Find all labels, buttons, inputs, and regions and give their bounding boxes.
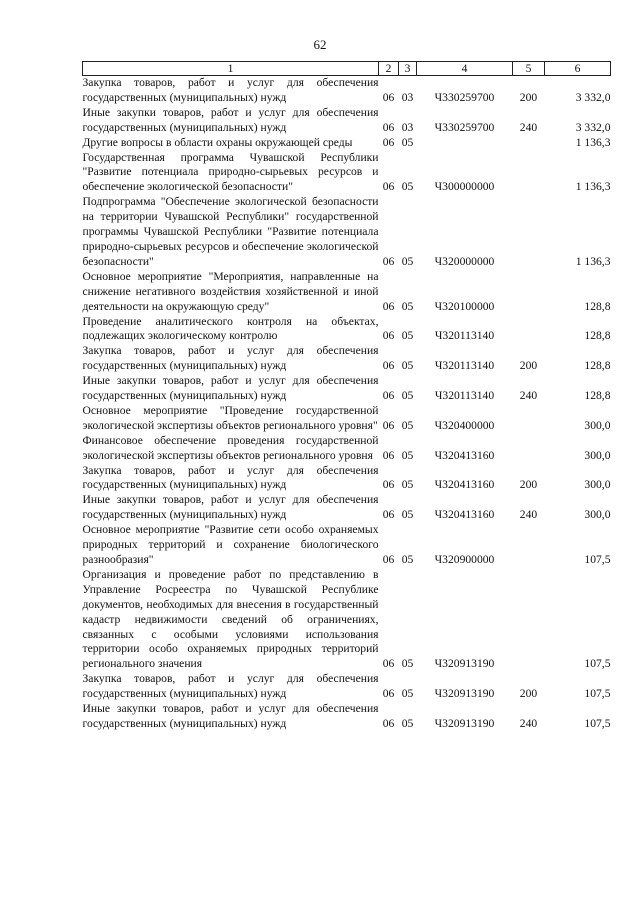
row-amount: 300,0 xyxy=(584,478,611,492)
table-row xyxy=(83,434,611,464)
row-section: 06 xyxy=(382,418,395,432)
row-subsection: 05 xyxy=(401,716,414,730)
row-name: Иные закупки товаров, работ и услуг для обеспечения государственных (муниципальных) нужд xyxy=(82,493,379,522)
row-section: 06 xyxy=(382,657,395,671)
row-name: Закупка товаров, работ и услуг для обеспечения государственных (муниципальных) нужд xyxy=(82,344,379,373)
row-subsection: 05 xyxy=(401,657,414,671)
row-target-code: Ч320413160 xyxy=(434,448,495,462)
row-amount: 1 136,3 xyxy=(575,254,611,268)
row-target-code: Ч320113140 xyxy=(434,359,495,373)
row-name: Иные закупки товаров, работ и услуг для обеспечения государственных (муниципальных) нужд xyxy=(82,374,379,403)
row-expense-type xyxy=(513,270,545,315)
row-amount: 128,8 xyxy=(584,389,611,403)
row-expense-type: 240 xyxy=(519,120,538,134)
row-subsection: 05 xyxy=(401,299,414,313)
row-subsection: 05 xyxy=(401,418,414,432)
row-amount: 3 332,0 xyxy=(575,120,611,134)
table-row xyxy=(83,315,611,345)
row-name: Подпрограмма "Обеспечение экологической безопасности на территории Чувашской Республики" государственной программы Чувашской Республики "Развитие потенциала природно-сырьевых ресурсов и обеспечение экологической безопасности" xyxy=(82,195,379,268)
row-target-code: Ч320400000 xyxy=(434,418,495,432)
row-name: Закупка товаров, работ и услуг для обеспечения государственных (муниципальных) нужд xyxy=(82,76,379,104)
row-expense-type xyxy=(513,151,545,196)
row-subsection: 05 xyxy=(401,254,414,268)
row-amount: 1 136,3 xyxy=(575,180,611,194)
row-name: Закупка товаров, работ и услуг для обеспечения государственных (муниципальных) нужд xyxy=(82,672,379,701)
row-name: Иные закупки товаров, работ и услуг для обеспечения государственных (муниципальных) нужд xyxy=(82,105,379,134)
row-section: 06 xyxy=(382,687,395,701)
row-expense-type xyxy=(513,315,545,345)
row-subsection: 05 xyxy=(401,359,414,373)
row-expense-type xyxy=(513,136,545,151)
column-header-6: 6 xyxy=(545,62,611,76)
row-target-code: Ч320100000 xyxy=(434,299,495,313)
row-name: Закупка товаров, работ и услуг для обеспечения государственных (муниципальных) нужд xyxy=(82,463,379,492)
table-row xyxy=(83,702,611,732)
row-subsection: 03 xyxy=(401,120,414,134)
row-subsection: 05 xyxy=(401,135,414,149)
row-target-code: Ч330259700 xyxy=(434,90,495,104)
row-expense-type: 200 xyxy=(519,359,538,373)
row-name: Иные закупки товаров, работ и услуг для обеспечения государственных (муниципальных) нужд xyxy=(82,702,379,730)
row-section: 06 xyxy=(382,448,395,462)
row-section: 06 xyxy=(382,716,395,730)
row-name: Проведение аналитического контроля на объектах, подлежащих экологическому контролю xyxy=(82,314,379,343)
table-row xyxy=(83,523,611,568)
column-header-1: 1 xyxy=(83,62,379,76)
row-amount: 128,8 xyxy=(584,299,611,313)
row-expense-type: 200 xyxy=(519,478,538,492)
table-row xyxy=(83,76,611,106)
table-row xyxy=(83,464,611,494)
row-subsection: 03 xyxy=(401,90,414,104)
row-name: Организация и проведение работ по представлению в Управление Росреестра по Чувашской Республике документов, необходимых для внесения в государственный кадастр недвижимости сведений об ограничениях, связанных с особыми условиями использования территории особо охраняемых природных территорий регионального значения xyxy=(82,567,379,671)
row-section: 06 xyxy=(382,120,395,134)
row-amount: 3 332,0 xyxy=(575,90,611,104)
row-target-code: Ч320413160 xyxy=(434,508,495,522)
row-amount: 128,8 xyxy=(584,329,611,343)
row-section: 06 xyxy=(382,254,395,268)
table-header xyxy=(83,62,611,76)
table-row xyxy=(83,195,611,270)
column-header-4: 4 xyxy=(417,62,513,76)
row-expense-type xyxy=(513,195,545,270)
row-subsection: 05 xyxy=(401,553,414,566)
row-target-code: Ч320413160 xyxy=(434,478,495,492)
row-amount: 300,0 xyxy=(584,508,611,522)
row-target-code: Ч320900000 xyxy=(434,553,495,566)
row-section: 06 xyxy=(382,478,395,492)
row-expense-type: 240 xyxy=(519,716,538,730)
row-amount: 107,5 xyxy=(584,657,611,671)
row-section: 06 xyxy=(382,299,395,313)
column-header-5: 5 xyxy=(513,62,545,76)
row-subsection: 05 xyxy=(401,478,414,492)
row-name: Основное мероприятие "Мероприятия, направленные на снижение негативного воздействия хозяйственной и иной деятельности на окружающую среду" xyxy=(82,269,379,313)
table-row xyxy=(83,106,611,136)
row-expense-type xyxy=(513,404,545,434)
row-name: Основное мероприятие "Проведение государственной экологической экспертизы объектов регионального уровня" xyxy=(82,403,379,432)
row-target-code: Ч320113140 xyxy=(434,389,495,403)
table-row xyxy=(83,568,611,672)
table-row xyxy=(83,374,611,404)
row-target-code: Ч300000000 xyxy=(434,180,495,194)
row-amount: 300,0 xyxy=(584,448,611,462)
row-subsection: 05 xyxy=(401,687,414,701)
row-name: Другие вопросы в области охраны окружающей среды xyxy=(82,135,353,149)
row-section: 06 xyxy=(382,359,395,373)
row-name: Государственная программа Чувашской Республики "Развитие потенциала природно-сырьевых ресурсов и обеспечение экологической безопасности" xyxy=(82,150,379,194)
row-amount: 107,5 xyxy=(584,553,611,566)
row-amount: 107,5 xyxy=(584,716,611,730)
table-row xyxy=(83,404,611,434)
row-name: Финансовое обеспечение проведения государственной экологической экспертизы объектов регионального уровня xyxy=(82,433,379,462)
table-row xyxy=(83,270,611,315)
row-section: 06 xyxy=(382,329,395,343)
row-target-code xyxy=(417,136,513,151)
row-section: 06 xyxy=(382,553,395,566)
row-target-code: Ч320913190 xyxy=(434,687,495,701)
row-amount: 1 136,3 xyxy=(575,135,611,149)
row-amount: 300,0 xyxy=(584,418,611,432)
row-target-code: Ч330259700 xyxy=(434,120,495,134)
header-row xyxy=(83,62,611,76)
row-section: 06 xyxy=(382,135,395,149)
row-subsection: 05 xyxy=(401,508,414,522)
column-header-2: 2 xyxy=(379,62,399,76)
table-row xyxy=(83,151,611,196)
row-expense-type xyxy=(513,434,545,464)
row-subsection: 05 xyxy=(401,180,414,194)
row-target-code: Ч320000000 xyxy=(434,254,495,268)
column-header-3: 3 xyxy=(399,62,417,76)
table-row xyxy=(83,672,611,702)
row-target-code: Ч320113140 xyxy=(434,329,495,343)
table-row xyxy=(83,136,611,151)
row-target-code: Ч320913190 xyxy=(434,716,495,730)
table-row xyxy=(83,344,611,374)
row-amount: 107,5 xyxy=(584,687,611,701)
row-expense-type: 200 xyxy=(519,687,538,701)
row-section: 06 xyxy=(382,389,395,403)
row-target-code: Ч320913190 xyxy=(434,657,495,671)
row-section: 06 xyxy=(382,90,395,104)
row-subsection: 05 xyxy=(401,329,414,343)
row-amount: 128,8 xyxy=(584,359,611,373)
row-section: 06 xyxy=(382,180,395,194)
row-name: Основное мероприятие "Развитие сети особо охраняемых природных территорий и сохранение биологического разнообразия" xyxy=(82,523,379,566)
table-body xyxy=(83,76,611,732)
page-number: 62 xyxy=(313,37,327,52)
budget-table xyxy=(82,61,611,732)
row-section: 06 xyxy=(382,508,395,522)
row-expense-type: 200 xyxy=(519,90,538,104)
row-expense-type: 240 xyxy=(519,389,538,403)
row-expense-type xyxy=(513,568,545,672)
row-expense-type xyxy=(513,523,545,568)
row-expense-type: 240 xyxy=(519,508,538,522)
row-subsection: 05 xyxy=(401,448,414,462)
row-subsection: 05 xyxy=(401,389,414,403)
table-row xyxy=(83,493,611,523)
